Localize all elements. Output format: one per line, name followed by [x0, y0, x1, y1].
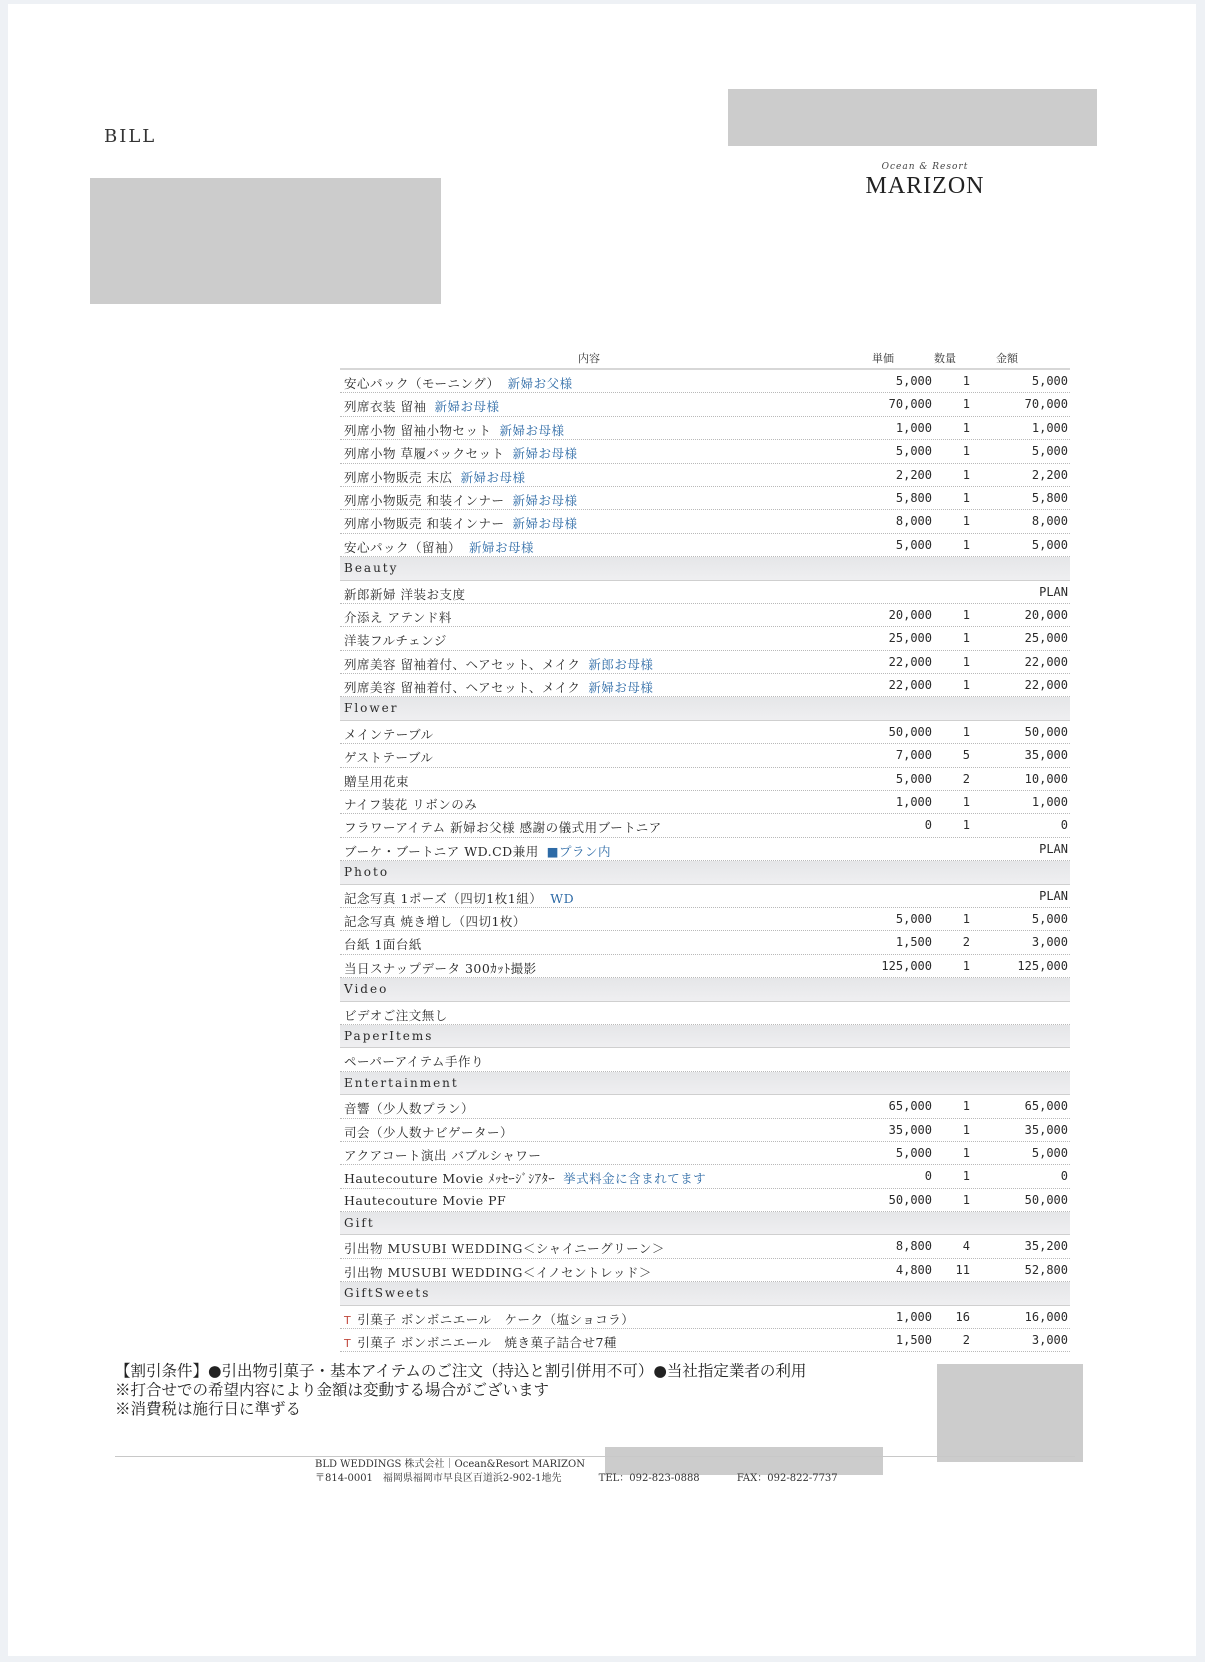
item-description	[344, 514, 578, 532]
table-row	[340, 627, 1070, 650]
footer-contact	[315, 1472, 872, 1486]
column-header-unit-price: 単価	[872, 352, 894, 365]
item-name: 司会（少人数ナビゲーター）	[344, 1124, 514, 1140]
item-name: ゲストテーブル	[344, 750, 434, 766]
category-label: Photo	[344, 865, 390, 880]
category-row	[340, 978, 1070, 1001]
item-unit-price: 1,500	[895, 935, 932, 950]
item-amount: 16,000	[1024, 1309, 1068, 1324]
item-description	[344, 444, 578, 462]
item-unit-price: 125,000	[881, 958, 932, 973]
item-description	[344, 1263, 652, 1281]
table-row	[340, 417, 1070, 440]
item-note: WD	[550, 890, 575, 906]
column-header-description: 内容	[578, 352, 600, 365]
item-quantity: 1	[962, 654, 970, 669]
item-unit-price: 5,000	[895, 374, 932, 388]
table-header	[340, 346, 1070, 370]
item-quantity: 1	[962, 1122, 970, 1137]
item-unit-price: 5,000	[895, 771, 932, 786]
category-label: Gift	[344, 1216, 375, 1231]
item-amount: 5,000	[1031, 444, 1068, 459]
item-description	[344, 748, 433, 766]
table-row	[340, 651, 1070, 674]
item-description	[344, 935, 422, 953]
item-name: 引出物 MUSUBI WEDDING＜イノセントレッド＞	[344, 1264, 652, 1280]
item-name: 列席衣装 留袖	[344, 399, 427, 415]
item-name: 当日スナップデータ 300ｶｯﾄ撮影	[344, 960, 537, 976]
table-row	[340, 604, 1070, 627]
item-unit-price: 8,000	[895, 514, 932, 529]
item-name: 洋装フルチェンジ	[344, 633, 447, 649]
logo-tagline: Ocean & Resort	[881, 162, 969, 172]
item-mark: T	[344, 1313, 352, 1327]
item-description	[344, 1239, 665, 1257]
item-description	[344, 538, 534, 556]
item-description	[344, 1193, 506, 1208]
item-amount: 3,000	[1031, 1333, 1068, 1348]
item-quantity: 1	[962, 374, 970, 388]
item-note: 新婦お母様	[588, 680, 654, 696]
item-name: 引菓子 ボンボニエール ケーク（塩ショコラ）	[357, 1311, 635, 1327]
item-quantity: 1	[962, 631, 970, 646]
item-name: Hautecouture Movie PF	[344, 1192, 507, 1208]
item-amount: 3,000	[1031, 935, 1068, 950]
item-unit-price: 5,000	[895, 1145, 932, 1160]
item-name: 安心パック（モーニング）	[344, 376, 500, 391]
item-name: 列席美容 留袖着付、ヘアセット、メイク	[344, 680, 581, 696]
category-row	[340, 1282, 1070, 1305]
item-quantity: 1	[962, 420, 970, 435]
item-name: ナイフ装花 リボンのみ	[344, 797, 478, 813]
item-unit-price: 8,800	[895, 1239, 932, 1254]
item-quantity: 1	[962, 1169, 970, 1184]
item-note: 新婦お母様	[460, 469, 526, 485]
item-amount: 35,200	[1024, 1239, 1068, 1254]
table-row	[340, 1189, 1070, 1212]
item-unit-price: 1,500	[895, 1333, 932, 1348]
item-amount: 5,000	[1031, 1145, 1068, 1160]
table-row	[340, 838, 1070, 861]
table-row	[340, 1142, 1070, 1165]
item-note: 新婦お父様	[507, 376, 573, 391]
item-note: 新婦お母様	[499, 422, 565, 438]
item-amount: 0	[1060, 818, 1068, 833]
table-row	[340, 1235, 1070, 1258]
item-name: 列席美容 留袖着付、ヘアセット、メイク	[344, 656, 581, 672]
item-description	[344, 795, 477, 813]
item-amount: 20,000	[1024, 607, 1068, 622]
item-amount: PLAN	[1039, 584, 1068, 599]
item-quantity: 1	[962, 537, 970, 552]
table-row	[340, 1002, 1070, 1025]
item-name: ビデオご注文無し	[344, 1007, 448, 1023]
table-row	[340, 885, 1070, 908]
item-unit-price: 4,800	[895, 1262, 932, 1277]
item-unit-price: 50,000	[888, 724, 932, 739]
item-name: 列席小物 草履バックセット	[344, 446, 505, 462]
item-mark: T	[344, 1337, 352, 1351]
item-description	[344, 491, 578, 509]
category-label: Video	[344, 982, 389, 997]
item-description	[344, 631, 447, 649]
item-amount: 22,000	[1024, 678, 1068, 693]
redacted-block-left	[90, 178, 441, 304]
item-name: Hautecouture Movie ﾒｯｾｰｼﾞｼｱﾀｰ	[344, 1171, 556, 1187]
item-name: ペーパーアイテム手作り	[344, 1054, 485, 1070]
item-quantity: 1	[962, 911, 970, 926]
item-amount: 25,000	[1024, 631, 1068, 646]
item-name: 列席小物 留袖小物セット	[344, 422, 492, 438]
item-amount: PLAN	[1039, 888, 1068, 903]
table-row	[340, 370, 1070, 393]
column-header-amount: 金額	[996, 352, 1018, 365]
table-body	[340, 370, 1070, 1352]
item-amount: 50,000	[1024, 724, 1068, 739]
item-name: メインテーブル	[344, 726, 434, 742]
item-unit-price: 65,000	[888, 1099, 932, 1114]
bill-title: BILL	[104, 126, 157, 147]
table-row	[340, 955, 1070, 978]
item-quantity: 1	[962, 795, 970, 810]
item-amount: PLAN	[1039, 841, 1068, 856]
item-name: 音響（少人数プラン）	[344, 1101, 475, 1117]
item-amount: 5,000	[1031, 911, 1068, 926]
item-unit-price: 20,000	[888, 607, 932, 622]
item-name: 介添え アテンド料	[344, 609, 452, 625]
item-note: ■プラン内	[546, 843, 612, 859]
item-description	[344, 468, 526, 486]
table-row	[340, 487, 1070, 510]
table-row	[340, 931, 1070, 954]
table-row	[340, 1095, 1070, 1118]
table-row	[340, 768, 1070, 791]
category-label: PaperItems	[344, 1028, 434, 1043]
item-amount: 35,000	[1024, 1122, 1068, 1137]
item-name: 列席小物販売 和装インナー	[344, 516, 505, 532]
item-unit-price: 5,800	[895, 490, 932, 505]
item-quantity: 1	[962, 490, 970, 505]
category-row	[340, 861, 1070, 884]
table-row	[340, 814, 1070, 837]
item-description	[344, 1052, 484, 1070]
footer-company: BLD WEDDINGS 株式会社｜Ocean&Resort MARIZON	[315, 1459, 585, 1470]
item-description	[344, 725, 434, 743]
item-name: ブーケ・ブートニア WD.CD兼用	[344, 843, 539, 859]
item-amount: 5,800	[1031, 490, 1068, 505]
conditions-line-3: ※消費税は施行日に準ずる	[115, 1400, 302, 1418]
item-quantity: 1	[962, 1145, 970, 1160]
category-label: GiftSweets	[344, 1286, 431, 1301]
item-name: アクアコート演出 バブルシャワー	[344, 1147, 542, 1163]
item-amount: 5,000	[1031, 537, 1068, 552]
item-name: 引菓子 ボンボニエール 焼き菓子詰合せ7種	[357, 1335, 617, 1351]
item-unit-price: 35,000	[888, 1122, 932, 1137]
table-row	[340, 510, 1070, 533]
item-unit-price: 1,000	[895, 420, 932, 435]
item-description	[344, 374, 573, 392]
item-note: 新婦お母様	[512, 516, 578, 532]
item-name: 新郎新婦 洋装お支度	[344, 586, 466, 602]
table-row	[340, 1048, 1070, 1071]
item-unit-price: 2,200	[895, 467, 932, 482]
footer	[315, 1458, 872, 1486]
item-unit-price: 5,000	[895, 444, 932, 459]
category-row	[340, 1072, 1070, 1095]
conditions-line-2: ※打合せでの希望内容により金額は変動する場合がございます	[115, 1381, 550, 1399]
category-label: Flower	[344, 701, 399, 716]
item-description	[344, 678, 653, 696]
item-description	[344, 959, 537, 977]
item-quantity: 2	[962, 771, 970, 786]
item-name: 列席小物販売 末広	[344, 469, 453, 485]
item-description	[344, 1333, 617, 1351]
table-row	[340, 393, 1070, 416]
column-header-quantity: 数量	[934, 352, 956, 365]
item-unit-price: 22,000	[888, 654, 932, 669]
item-amount: 52,800	[1024, 1262, 1068, 1277]
item-name: 列席小物販売 和装インナー	[344, 492, 505, 508]
table-row	[340, 674, 1070, 697]
table-row	[340, 464, 1070, 487]
item-quantity: 1	[962, 678, 970, 693]
item-note: 新婦お母様	[469, 539, 535, 555]
table-row	[340, 721, 1070, 744]
item-amount: 0	[1060, 1169, 1068, 1184]
footer-fax: FAX：092-822-7737	[736, 1473, 838, 1484]
item-description	[344, 1146, 541, 1164]
table-row	[340, 534, 1070, 557]
item-unit-price: 5,000	[895, 537, 932, 552]
item-description	[344, 1169, 706, 1187]
item-note: 新婦お母様	[434, 399, 500, 415]
discount-conditions	[115, 1362, 806, 1419]
item-quantity: 11	[955, 1262, 970, 1277]
item-unit-price: 5,000	[895, 911, 932, 926]
item-quantity: 1	[962, 1099, 970, 1114]
redacted-block-top-right	[728, 89, 1097, 146]
table-row	[340, 1165, 1070, 1188]
item-name: 記念写真 焼き増し（四切1枚）	[344, 913, 526, 929]
item-description	[344, 1099, 474, 1117]
item-quantity: 1	[962, 607, 970, 622]
item-description	[344, 772, 409, 790]
item-amount: 1,000	[1031, 795, 1068, 810]
item-name: 安心パック（留袖）	[344, 539, 462, 555]
footer-address: 〒814-0001 福岡県福岡市早良区百道浜2-902-1地先	[315, 1473, 562, 1484]
table-row	[340, 1306, 1070, 1329]
item-quantity: 5	[962, 748, 970, 763]
item-quantity: 1	[962, 444, 970, 459]
item-description	[344, 421, 565, 439]
conditions-line-1: 【割引条件】●引出物引菓子・基本アイテムのご注文（持込と割引併用不可）●当社指定業者の利用	[115, 1362, 807, 1380]
table-row	[340, 908, 1070, 931]
item-amount: 65,000	[1024, 1099, 1068, 1114]
item-note: 新婦お母様	[512, 492, 578, 508]
item-unit-price: 0	[924, 818, 932, 833]
item-unit-price: 25,000	[888, 631, 932, 646]
item-unit-price: 0	[924, 1169, 932, 1184]
item-description	[344, 818, 662, 836]
category-row	[340, 1212, 1070, 1235]
table-row	[340, 1119, 1070, 1142]
category-row	[340, 1025, 1070, 1048]
item-description	[344, 1123, 513, 1141]
bill-items-table	[340, 346, 1070, 1352]
item-unit-price: 1,000	[895, 795, 932, 810]
item-note: 新婦お母様	[512, 446, 578, 462]
item-quantity: 4	[962, 1239, 970, 1254]
item-amount: 125,000	[1017, 958, 1068, 973]
item-quantity: 2	[962, 1333, 970, 1348]
category-label: Entertainment	[344, 1075, 459, 1090]
item-unit-price: 70,000	[888, 397, 932, 412]
item-description	[344, 912, 526, 930]
item-amount: 22,000	[1024, 654, 1068, 669]
item-description	[344, 655, 653, 673]
category-label: Beauty	[344, 561, 399, 576]
table-row	[340, 1329, 1070, 1352]
table-row	[340, 1259, 1070, 1282]
item-quantity: 1	[962, 818, 970, 833]
category-row	[340, 697, 1070, 720]
item-quantity: 16	[955, 1309, 970, 1324]
item-unit-price: 50,000	[888, 1192, 932, 1207]
footer-divider	[115, 1456, 1075, 1457]
item-description	[344, 1310, 634, 1328]
item-name: 台紙 1面台紙	[344, 937, 422, 953]
item-quantity: 1	[962, 1192, 970, 1207]
item-name: 引出物 MUSUBI WEDDING＜シャイニーグリーン＞	[344, 1241, 665, 1257]
item-description	[344, 1006, 448, 1024]
table-row	[340, 440, 1070, 463]
item-quantity: 1	[962, 724, 970, 739]
category-row	[340, 557, 1070, 580]
item-quantity: 1	[962, 397, 970, 412]
item-name: 贈呈用花束	[344, 773, 410, 789]
item-amount: 8,000	[1031, 514, 1068, 529]
item-description	[344, 889, 574, 907]
item-amount: 50,000	[1024, 1192, 1068, 1207]
item-description	[344, 585, 465, 603]
table-row	[340, 744, 1070, 767]
item-name: フラワーアイテム 新婦お父様 感謝の儀式用ブートニア	[344, 820, 662, 836]
item-quantity: 1	[962, 467, 970, 482]
item-quantity: 1	[962, 958, 970, 973]
item-unit-price: 22,000	[888, 678, 932, 693]
item-amount: 35,000	[1024, 748, 1068, 763]
item-description	[344, 842, 611, 860]
table-row	[340, 581, 1070, 604]
item-amount: 10,000	[1024, 771, 1068, 786]
item-unit-price: 1,000	[895, 1309, 932, 1324]
item-name: 記念写真 1ポーズ（四切1枚1組）	[344, 890, 543, 906]
item-description	[344, 608, 452, 626]
item-description	[344, 397, 500, 415]
item-quantity: 2	[962, 935, 970, 950]
logo-name: MARIZON	[865, 173, 985, 199]
table-row	[340, 791, 1070, 814]
item-note: 新郎お母様	[588, 656, 654, 672]
item-unit-price: 7,000	[895, 748, 932, 763]
item-amount: 70,000	[1024, 397, 1068, 412]
item-amount: 5,000	[1031, 374, 1068, 388]
item-note: 挙式料金に含まれてます	[563, 1171, 707, 1187]
item-amount: 2,200	[1031, 467, 1068, 482]
item-amount: 1,000	[1031, 420, 1068, 435]
item-quantity: 1	[962, 514, 970, 529]
footer-tel: TEL：092-823-0888	[598, 1473, 700, 1484]
marizon-logo	[855, 162, 995, 200]
redacted-block-bottom-right	[937, 1364, 1083, 1462]
